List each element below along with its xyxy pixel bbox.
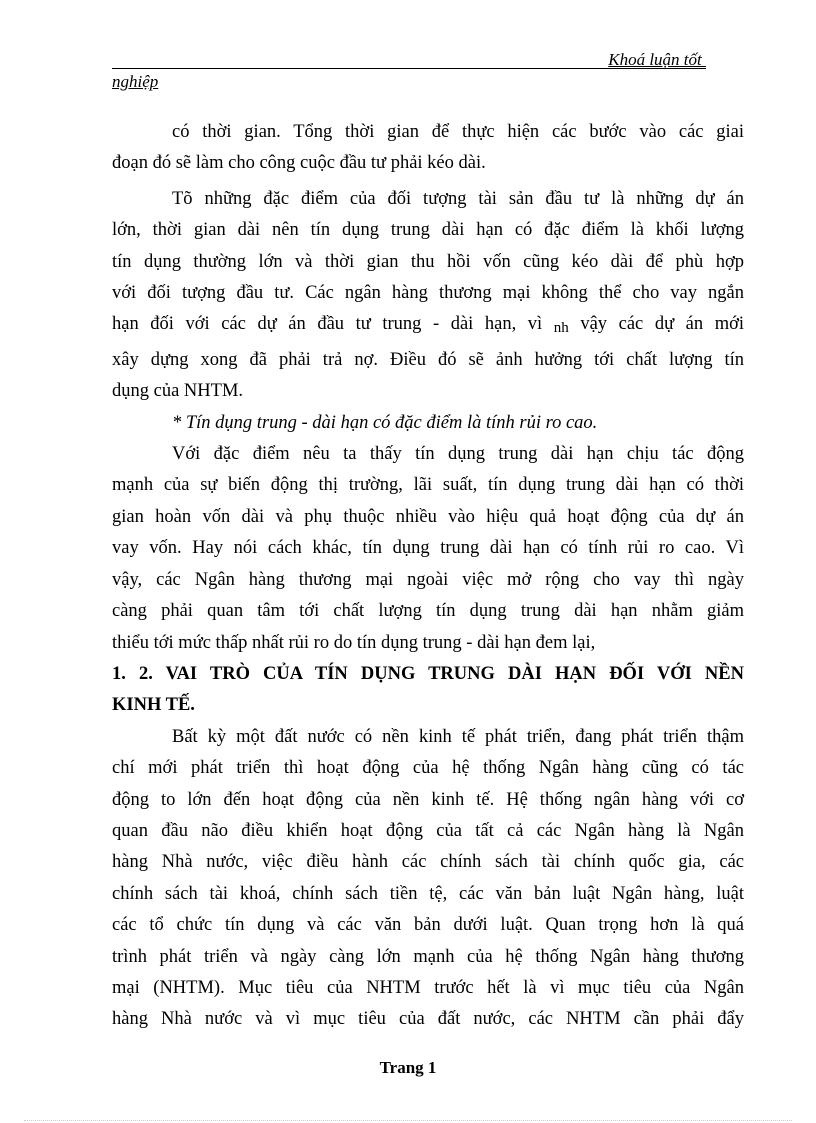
paragraph-line: quan đầu não điều khiển hoạt động của tất cả các Ngân hàng là Ngân: [112, 820, 744, 841]
paragraph-line: chí mới phát triển thì hoạt động của hệ thống Ngân hàng cũng có tác: [112, 758, 744, 779]
text-segment: vậy các dự án mới: [580, 314, 745, 335]
paragraph-line: tín dụng thường lớn và thời gian thu hồi vốn cũng kéo dài để phù hợp: [112, 251, 744, 272]
bottom-rule: [24, 1120, 792, 1121]
paragraph-line: mại (NHTM). Mục tiêu của NHTM trước hết là vì mục tiêu của Ngân: [112, 977, 744, 998]
section-heading-line: KINH TẾ.: [112, 695, 195, 716]
paragraph-line: mạnh của sự biến động thị trường, lãi suất, tín dụng trung dài hạn có thời: [112, 475, 744, 496]
paragraph-line: các tổ chức tín dụng và các văn bản dưới luật. Quan trọng hơn là quá: [112, 915, 744, 936]
paragraph-line: Tõ những đặc điểm của đối tượng tài sản đầu tư là những dự án: [172, 188, 744, 209]
paragraph-line: [112, 309, 744, 344]
paragraph-line: với đối tượng đầu tư. Các ngân hàng thương mại không thể cho vay ngắn: [112, 283, 744, 304]
section-heading: [112, 659, 744, 722]
paragraph-line: Với đặc điểm nêu ta thấy tín dụng trung dài hạn chịu tác động: [172, 444, 744, 465]
paragraph-line: thiểu tới mức thấp nhất rủi ro do tín dụng trung - dài hạn đem lại,: [112, 632, 596, 653]
text-segment: hạn đối với các dự án đầu tư trung - dài hạn, vì: [112, 314, 543, 335]
paragraph-line: càng phải quan tâm tới chất lượng tín dụng trung dài hạn nhằm giảm: [112, 601, 744, 622]
paragraph-line: vay vốn. Hay nói cách khác, tín dụng trung dài hạn có tính rủi ro cao. Vì: [112, 538, 744, 559]
text-fragment-nh: nh: [553, 320, 569, 337]
page-number: Trang 1: [379, 1058, 437, 1077]
paragraph-line: động to lớn đến hoạt động của nền kinh tế. Hệ thống ngân hàng với cơ: [112, 789, 744, 810]
paragraph-line: vậy, các Ngân hàng thương mại ngoài việc mở rộng cho vay thì ngày: [112, 569, 744, 590]
header-title-continuation: nghiệp: [112, 72, 159, 91]
header-rule: [112, 68, 706, 69]
paragraph-line: Bất kỳ một đất nước có nền kinh tế phát triển, đang phát triển thậm: [172, 726, 744, 747]
paragraph-line: có thời gian. Tổng thời gian để thực hiện các bước vào các giai: [172, 122, 744, 142]
section-heading-line: 1. 2. VAI TRÒ CỦA TÍN DỤNG TRUNG DÀI HẠN ĐỐI VỚI NỀN: [112, 663, 744, 684]
paragraph-line: trình phát triển và ngày càng lớn mạnh của hệ thống Ngân hàng thương: [112, 946, 744, 967]
paragraph-line: lớn, thời gian dài nên tín dụng trung dài hạn có đặc điểm là khối lượng: [112, 220, 744, 241]
paragraph-line: hàng Nhà nước và vì mục tiêu của đất nước, các NHTM cần phải đẩy: [112, 1009, 744, 1030]
header-title: Khoá luận tốt: [608, 50, 706, 69]
paragraph-line: đoạn đó sẽ làm cho công cuộc đầu tư phải kéo dài.: [112, 153, 486, 174]
italic-subheading: * Tín dụng trung - dài hạn có đặc điểm là tính rủi ro cao.: [172, 412, 598, 433]
paragraph-line: gian hoàn vốn dài và phụ thuộc nhiều vào hiệu quả hoạt động của dự án: [112, 506, 744, 527]
paragraph-line: hàng Nhà nước, việc điều hành các chính sách tài chính quốc gia, các: [112, 852, 744, 873]
document-body: [112, 117, 744, 1036]
paragraph-line: chính sách tài khoá, chính sách tiền tệ, các văn bản luật Ngân hàng, luật: [112, 883, 744, 904]
paragraph-line: xây dựng xong đã phải trả nợ. Điều đó sẽ ảnh hưởng tới chất lượng tín: [112, 349, 744, 370]
paragraph-line: dụng của NHTM.: [112, 381, 244, 402]
